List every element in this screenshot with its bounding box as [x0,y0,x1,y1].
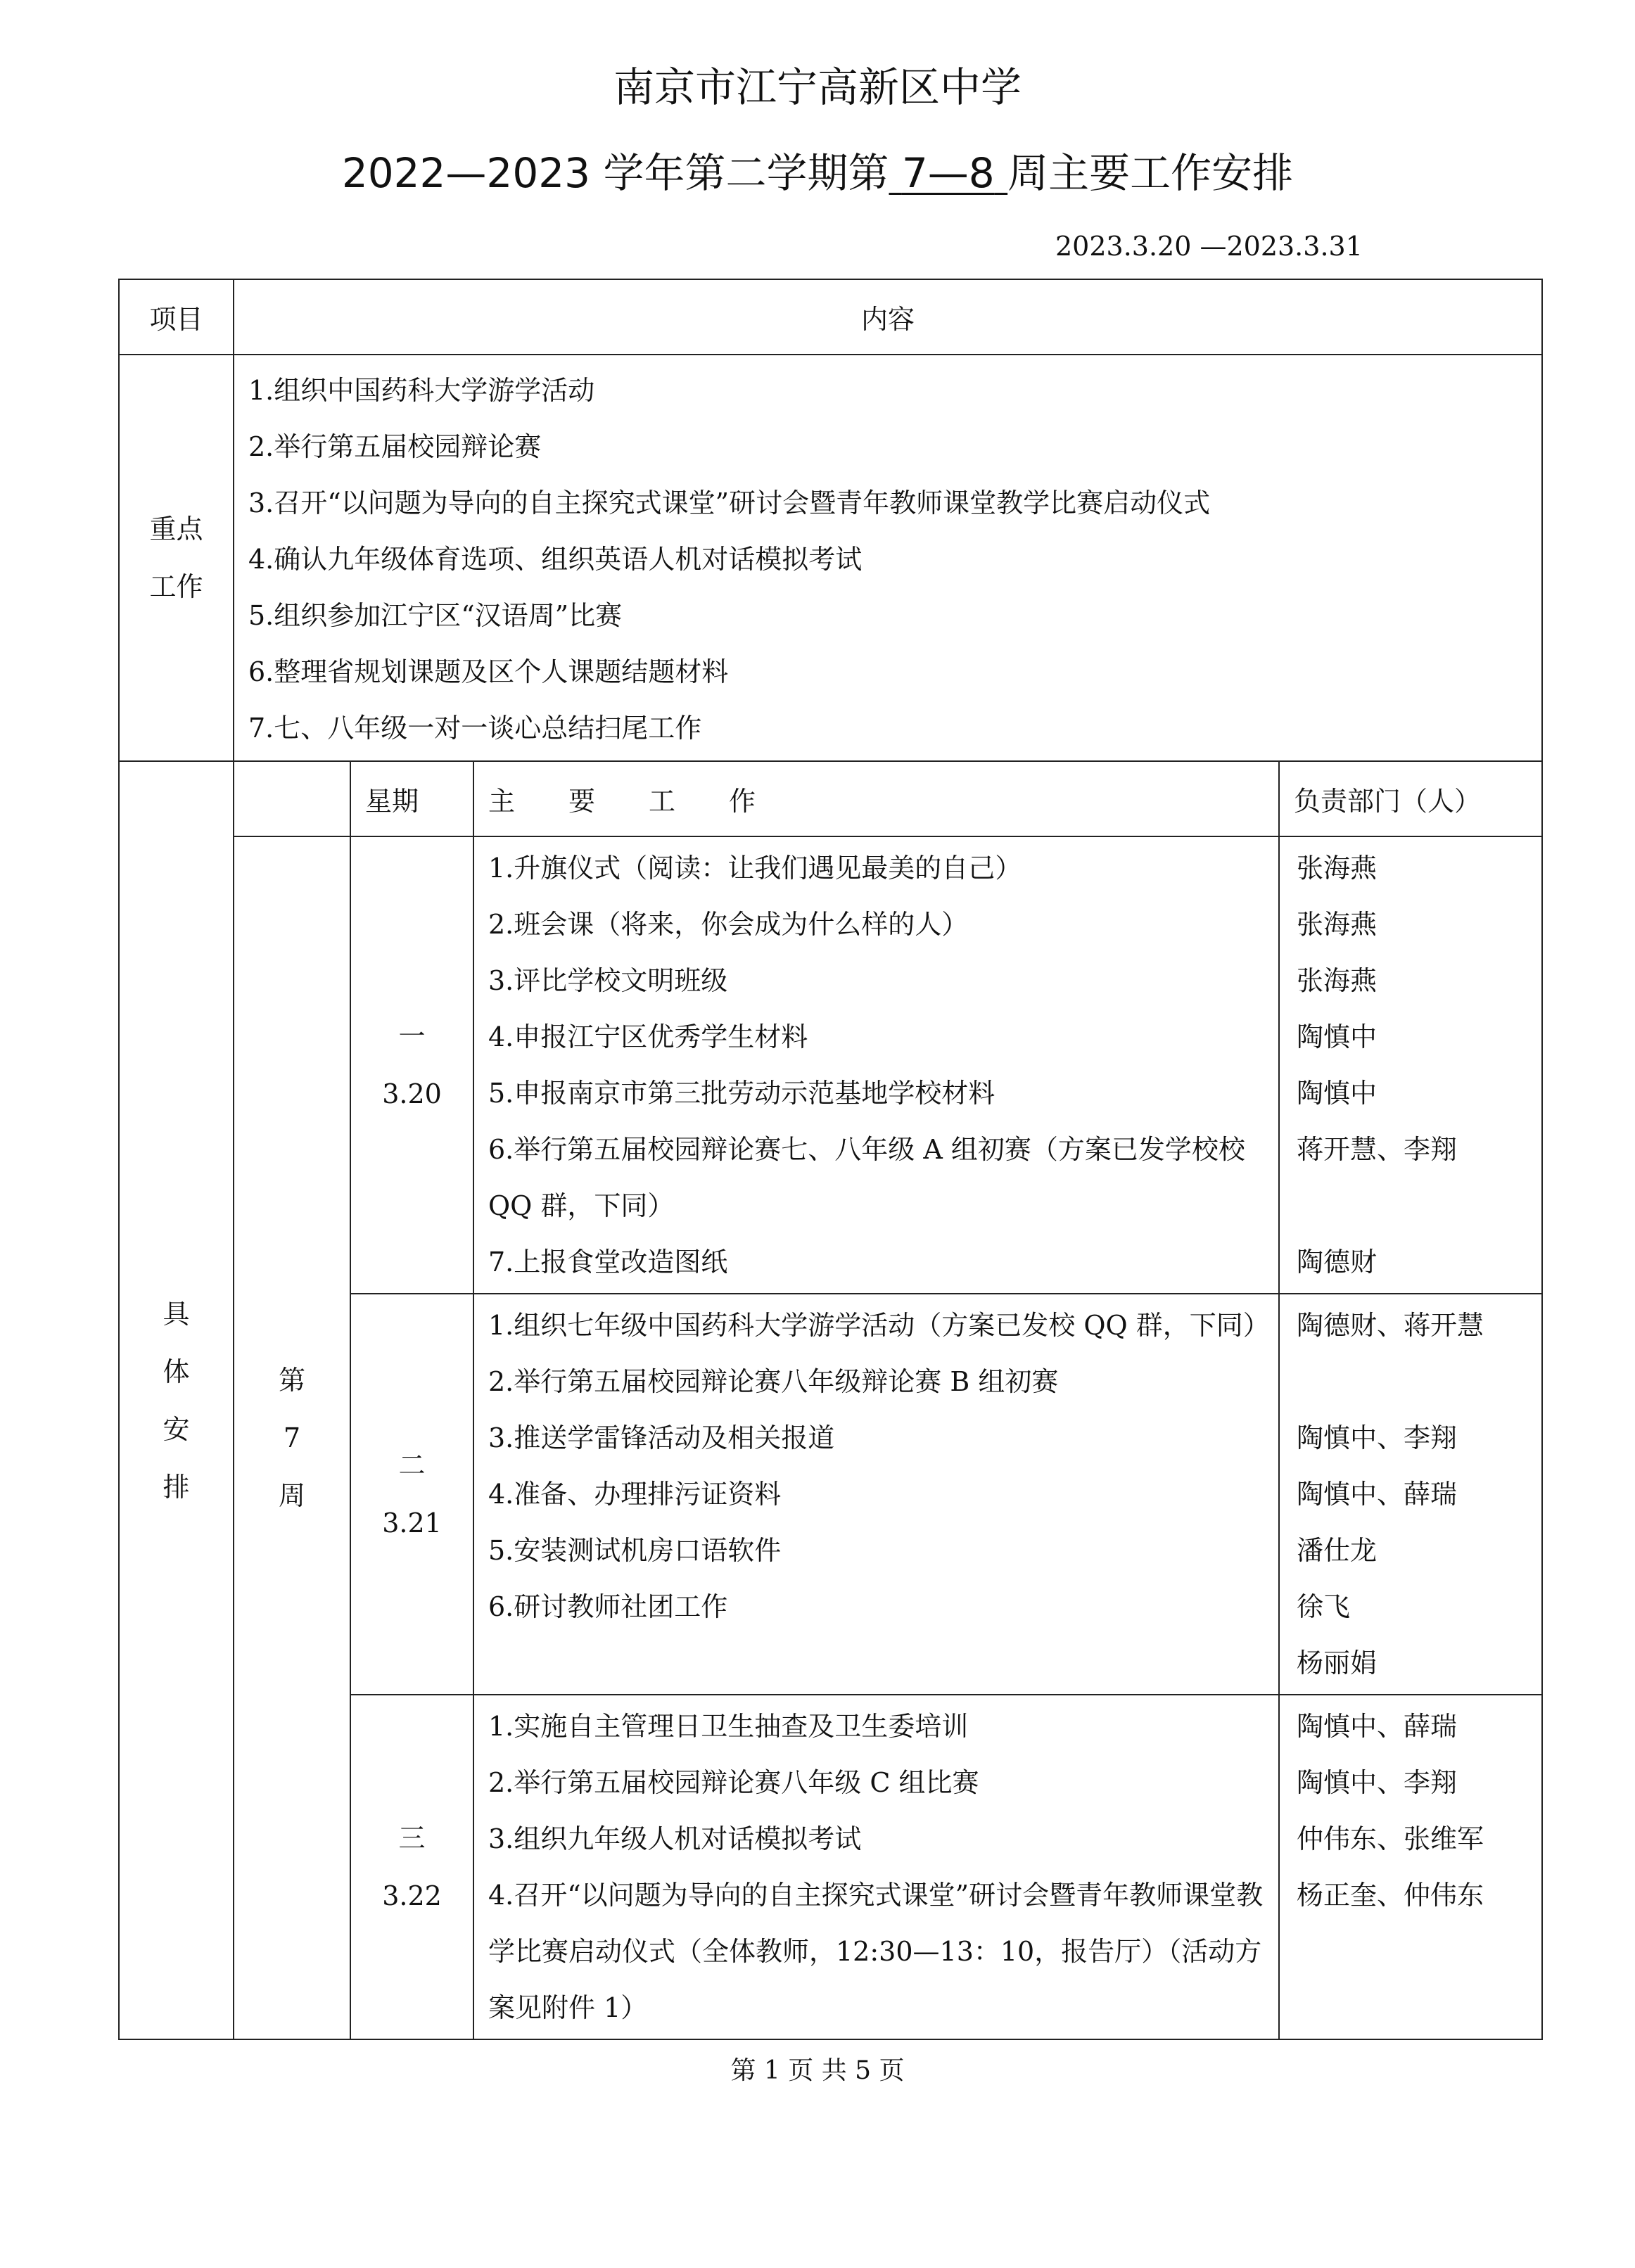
day-cell: 三 3.22 [350,1695,473,2039]
list-item: 3.召开“以问题为导向的自主探究式课堂”研讨会暨青年教师课堂教学比赛启动仪式 [248,488,1211,518]
title-suffix: 周主要工作安排 [1007,149,1294,197]
task-item: 1.升旗仪式（阅读：让我们遇见最美的自己） [488,853,1022,884]
responsible-item: 陶德财、蒋开慧 [1297,1310,1484,1341]
task-item: 5.安装测试机房口语软件 [488,1535,782,1566]
schedule-subheader-row [119,761,1542,836]
list-item: 6.整理省规划课题及区个人课题结题材料 [248,656,729,687]
title-weeks: 7—8 [901,149,995,197]
list-item: 5.组织参加江宁区“汉语周”比赛 [248,600,623,631]
responsible-item: 张海燕 [1297,853,1378,884]
page-number: 第 1 页 共 5 页 [730,2056,905,2085]
responsible-header: 负责部门（人） [1279,761,1542,836]
list-item: 7.七、八年级一对一谈心总结扫尾工作 [248,713,702,744]
task-item: 3.评比学校文明班级 [488,965,728,996]
responsible-item: 陶慎中、李翔 [1297,1422,1458,1453]
responsible-list [1279,1695,1542,2039]
task-item: 2.班会课（将来，你会成为什么样的人） [488,909,969,940]
task-item: 2.举行第五届校园辩论赛八年级辩论赛 B 组初赛 [488,1366,1059,1397]
task-item: 3.推送学雷锋活动及相关报道 [488,1422,835,1453]
responsible-item: 杨丽娟 [1297,1648,1378,1678]
task-list [473,1695,1279,2039]
list-item: 4.确认九年级体育选项、组织英语人机对话模拟考试 [248,544,863,575]
key-work-row [119,355,1542,761]
responsible-item: 仲伟东、张维军 [1297,1823,1484,1854]
responsible-item: 陶慎中 [1297,1021,1378,1052]
responsible-item: 张海燕 [1297,965,1378,996]
task-item: 5.申报南京市第三批劳动示范基地学校材料 [488,1078,995,1109]
responsible-item: 潘仕龙 [1297,1535,1378,1566]
list-item: 2.举行第五届校园辩论赛 [248,431,542,462]
task-item: 2.举行第五届校园辩论赛八年级 C 组比赛 [488,1767,979,1798]
header-item: 项目 [119,279,234,355]
task-item: 4.申报江宁区优秀学生材料 [488,1021,808,1052]
task-list [473,836,1279,1294]
schedule-table [118,279,1543,2040]
week-col-header [234,761,350,836]
task-item: 6.举行第五届校园辩论赛七、八年级 A 组初赛（方案已发学校校 QQ 群，下同） [488,1134,1245,1221]
responsible-list [1279,836,1542,1294]
day-cell: 二 3.21 [350,1294,473,1695]
key-work-label: 重点 工作 [119,355,234,761]
task-item: 4.召开“以问题为导向的自主探究式课堂”研讨会暨青年教师课堂教学比赛启动仪式（全体教师，12:30—13：10，报告厅）（活动方案见附件 1） [488,1880,1264,2023]
task-item: 6.研讨教师社团工作 [488,1591,728,1622]
responsible-item: 杨正奎、仲伟东 [1297,1880,1484,1911]
responsible-item: 陶慎中、薛瑞 [1297,1711,1458,1742]
key-work-list [234,355,1542,761]
responsible-item: 陶慎中、李翔 [1297,1767,1458,1798]
task-item: 4.准备、办理排污证资料 [488,1479,782,1510]
responsible-item [1297,1178,1541,1234]
day-cell: 一 3.20 [350,836,473,1294]
responsible-item: 陶慎中、薛瑞 [1297,1479,1458,1510]
week-label: 第 7 周 [234,836,350,2039]
task-item: 3.组织九年级人机对话模拟考试 [488,1823,862,1854]
responsible-item: 陶慎中 [1297,1078,1378,1109]
schedule-title [0,148,1635,198]
responsible-item: 徐飞 [1297,1591,1351,1622]
list-item: 1.组织中国药科大学游学活动 [248,375,595,406]
responsible-item: 蒋开慧、李翔 [1297,1134,1458,1165]
schedule-label: 具 体 安 排 [119,761,234,2039]
weekday-header: 星期 [350,761,473,836]
responsible-list [1279,1294,1542,1695]
responsible-item [1297,1353,1541,1410]
title-prefix: 2022—2023 学年第二学期第 [341,149,889,197]
school-title: 南京市江宁高新区中学 [613,63,1022,111]
day-row-monday [119,836,1542,1294]
task-item: 7.上报食堂改造图纸 [488,1247,728,1278]
main-work-header: 主 要 工 作 [473,761,1279,836]
task-list [473,1294,1279,1695]
table-header-row [119,279,1542,355]
responsible-item: 张海燕 [1297,909,1378,940]
task-item: 1.实施自主管理日卫生抽查及卫生委培训 [488,1711,969,1742]
task-item: 1.组织七年级中国药科大学游学活动（方案已发校 QQ 群，下同） [488,1310,1270,1341]
header-content: 内容 [234,279,1542,355]
date-range: 2023.3.20 —2023.3.31 [1055,231,1363,262]
responsible-item: 陶德财 [1297,1247,1378,1278]
